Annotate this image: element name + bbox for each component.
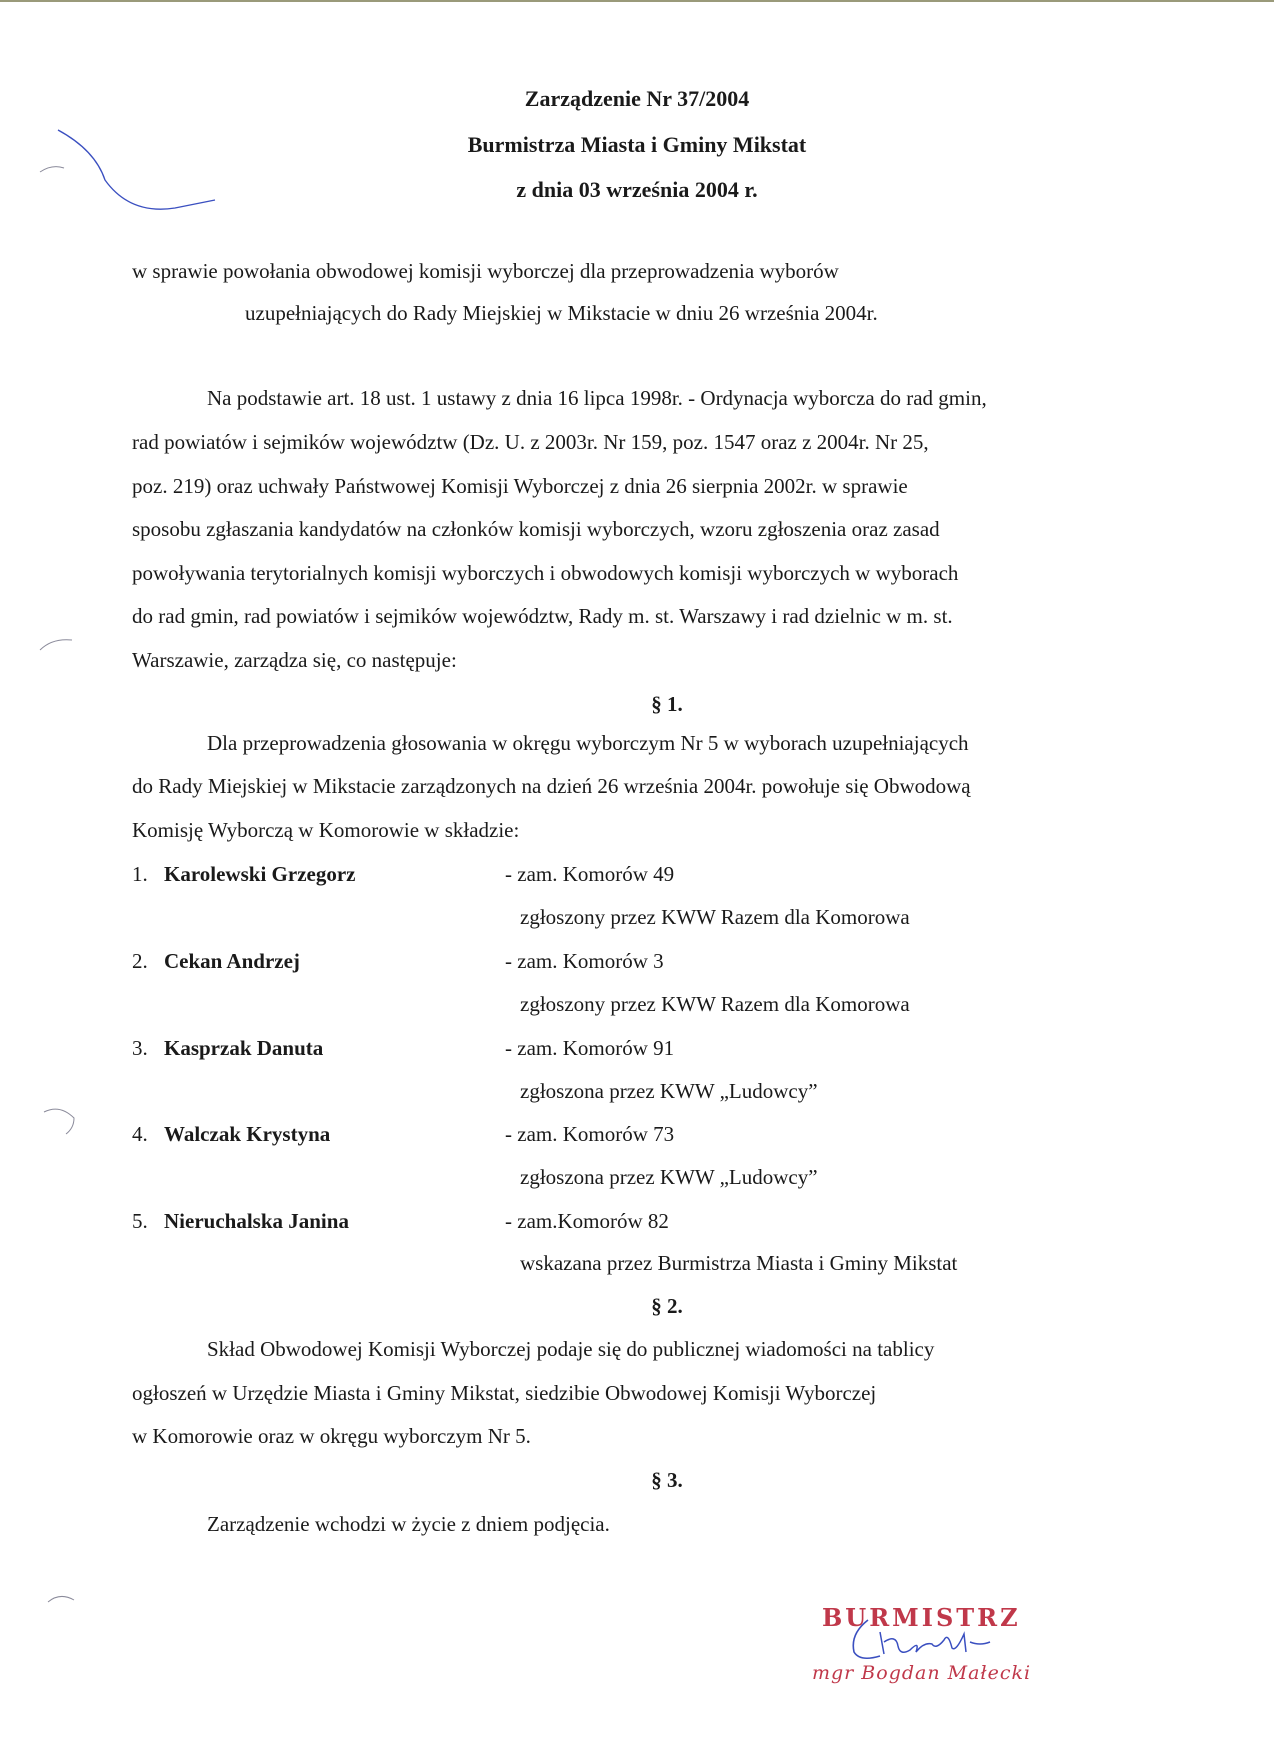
preamble-line: poz. 219) oraz uchwały Państwowej Komisji Wyborczej z dnia 26 sierpnia 2002r. w sprawie	[132, 474, 908, 498]
stamp-title: BURMISTRZ	[822, 1603, 1021, 1632]
section-1-title: § 1.	[651, 692, 683, 716]
member-number: 2.	[132, 949, 148, 973]
member-address: - zam. Komorów 73	[505, 1122, 675, 1146]
member-note: zgłoszony przez KWW Razem dla Komorowa	[520, 992, 910, 1016]
section-1-line: Dla przeprowadzenia głosowania w okręgu wyborczym Nr 5 w wyborach uzupełniających	[207, 731, 969, 755]
preamble-line: Warszawie, zarządza się, co następuje:	[132, 648, 457, 672]
member-name: Nieruchalska Janina	[164, 1209, 349, 1233]
member-address: - zam. Komorów 3	[505, 949, 664, 973]
member-number: 5.	[132, 1209, 148, 1233]
member-note: zgłoszona przez KWW „Ludowcy”	[520, 1165, 818, 1189]
member-address: - zam. Komorów 49	[505, 862, 675, 886]
section-1-line: Komisję Wyborczą w Komorowie w składzie:	[132, 818, 520, 842]
document-issuer: Burmistrza Miasta i Gminy Mikstat	[467, 132, 807, 157]
section-2-title: § 2.	[651, 1294, 683, 1318]
member-note: zgłoszona przez KWW „Ludowcy”	[520, 1079, 818, 1103]
section-3-title: § 3.	[651, 1468, 683, 1492]
member-number: 1.	[132, 862, 148, 886]
stamp-name: mgr Bogdan Małecki	[812, 1662, 1032, 1684]
section-3-line: Zarządzenie wchodzi w życie z dniem podjęcia.	[207, 1512, 610, 1536]
member-address: - zam.Komorów 82	[505, 1209, 669, 1233]
member-address: - zam. Komorów 91	[505, 1036, 675, 1060]
section-2-line: w Komorowie oraz w okręgu wyborczym Nr 5.	[132, 1424, 531, 1448]
preamble-line: Na podstawie art. 18 ust. 1 ustawy z dnia 16 lipca 1998r. - Ordynacja wyborcza do rad gmin,	[207, 386, 987, 410]
member-name: Kasprzak Danuta	[164, 1036, 324, 1060]
subject-line-2: uzupełniających do Rady Miejskiej w Mikstacie w dniu 26 września 2004r.	[245, 301, 878, 325]
document-title: Zarządzenie Nr 37/2004	[524, 86, 750, 111]
member-name: Walczak Krystyna	[164, 1122, 331, 1146]
member-note: zgłoszony przez KWW Razem dla Komorowa	[520, 905, 910, 929]
preamble-line: sposobu zgłaszania kandydatów na członków komisji wyborczych, wzoru zgłoszenia oraz zasad	[132, 517, 940, 541]
preamble-line: powoływania terytorialnych komisji wyborczych i obwodowych komisji wyborczych w wyborach	[132, 561, 959, 585]
subject-line-1: w sprawie powołania obwodowej komisji wyborczej dla przeprowadzenia wyborów	[132, 259, 839, 283]
preamble-line: rad powiatów i sejmików województw (Dz. U. z 2003r. Nr 159, poz. 1547 oraz z 2004r. Nr 25,	[132, 430, 929, 454]
section-2-line: Skład Obwodowej Komisji Wyborczej podaje się do publicznej wiadomości na tablicy	[207, 1337, 935, 1361]
preamble-line: do rad gmin, rad powiatów i sejmików województw, Rady m. st. Warszawy i rad dzielnic w m. st.	[132, 604, 953, 628]
member-name: Cekan Andrzej	[164, 949, 300, 973]
section-1-line: do Rady Miejskiej w Mikstacie zarządzonych na dzień 26 września 2004r. powołuje się Obwodową	[132, 774, 971, 798]
member-number: 3.	[132, 1036, 148, 1060]
member-note: wskazana przez Burmistrza Miasta i Gminy Mikstat	[520, 1251, 958, 1275]
member-name: Karolewski Grzegorz	[164, 862, 356, 886]
member-number: 4.	[132, 1122, 148, 1146]
section-2-line: ogłoszeń w Urzędzie Miasta i Gminy Mikstat, siedzibie Obwodowej Komisji Wyborczej	[132, 1381, 877, 1405]
document-date: z dnia 03 września 2004 r.	[516, 177, 758, 202]
